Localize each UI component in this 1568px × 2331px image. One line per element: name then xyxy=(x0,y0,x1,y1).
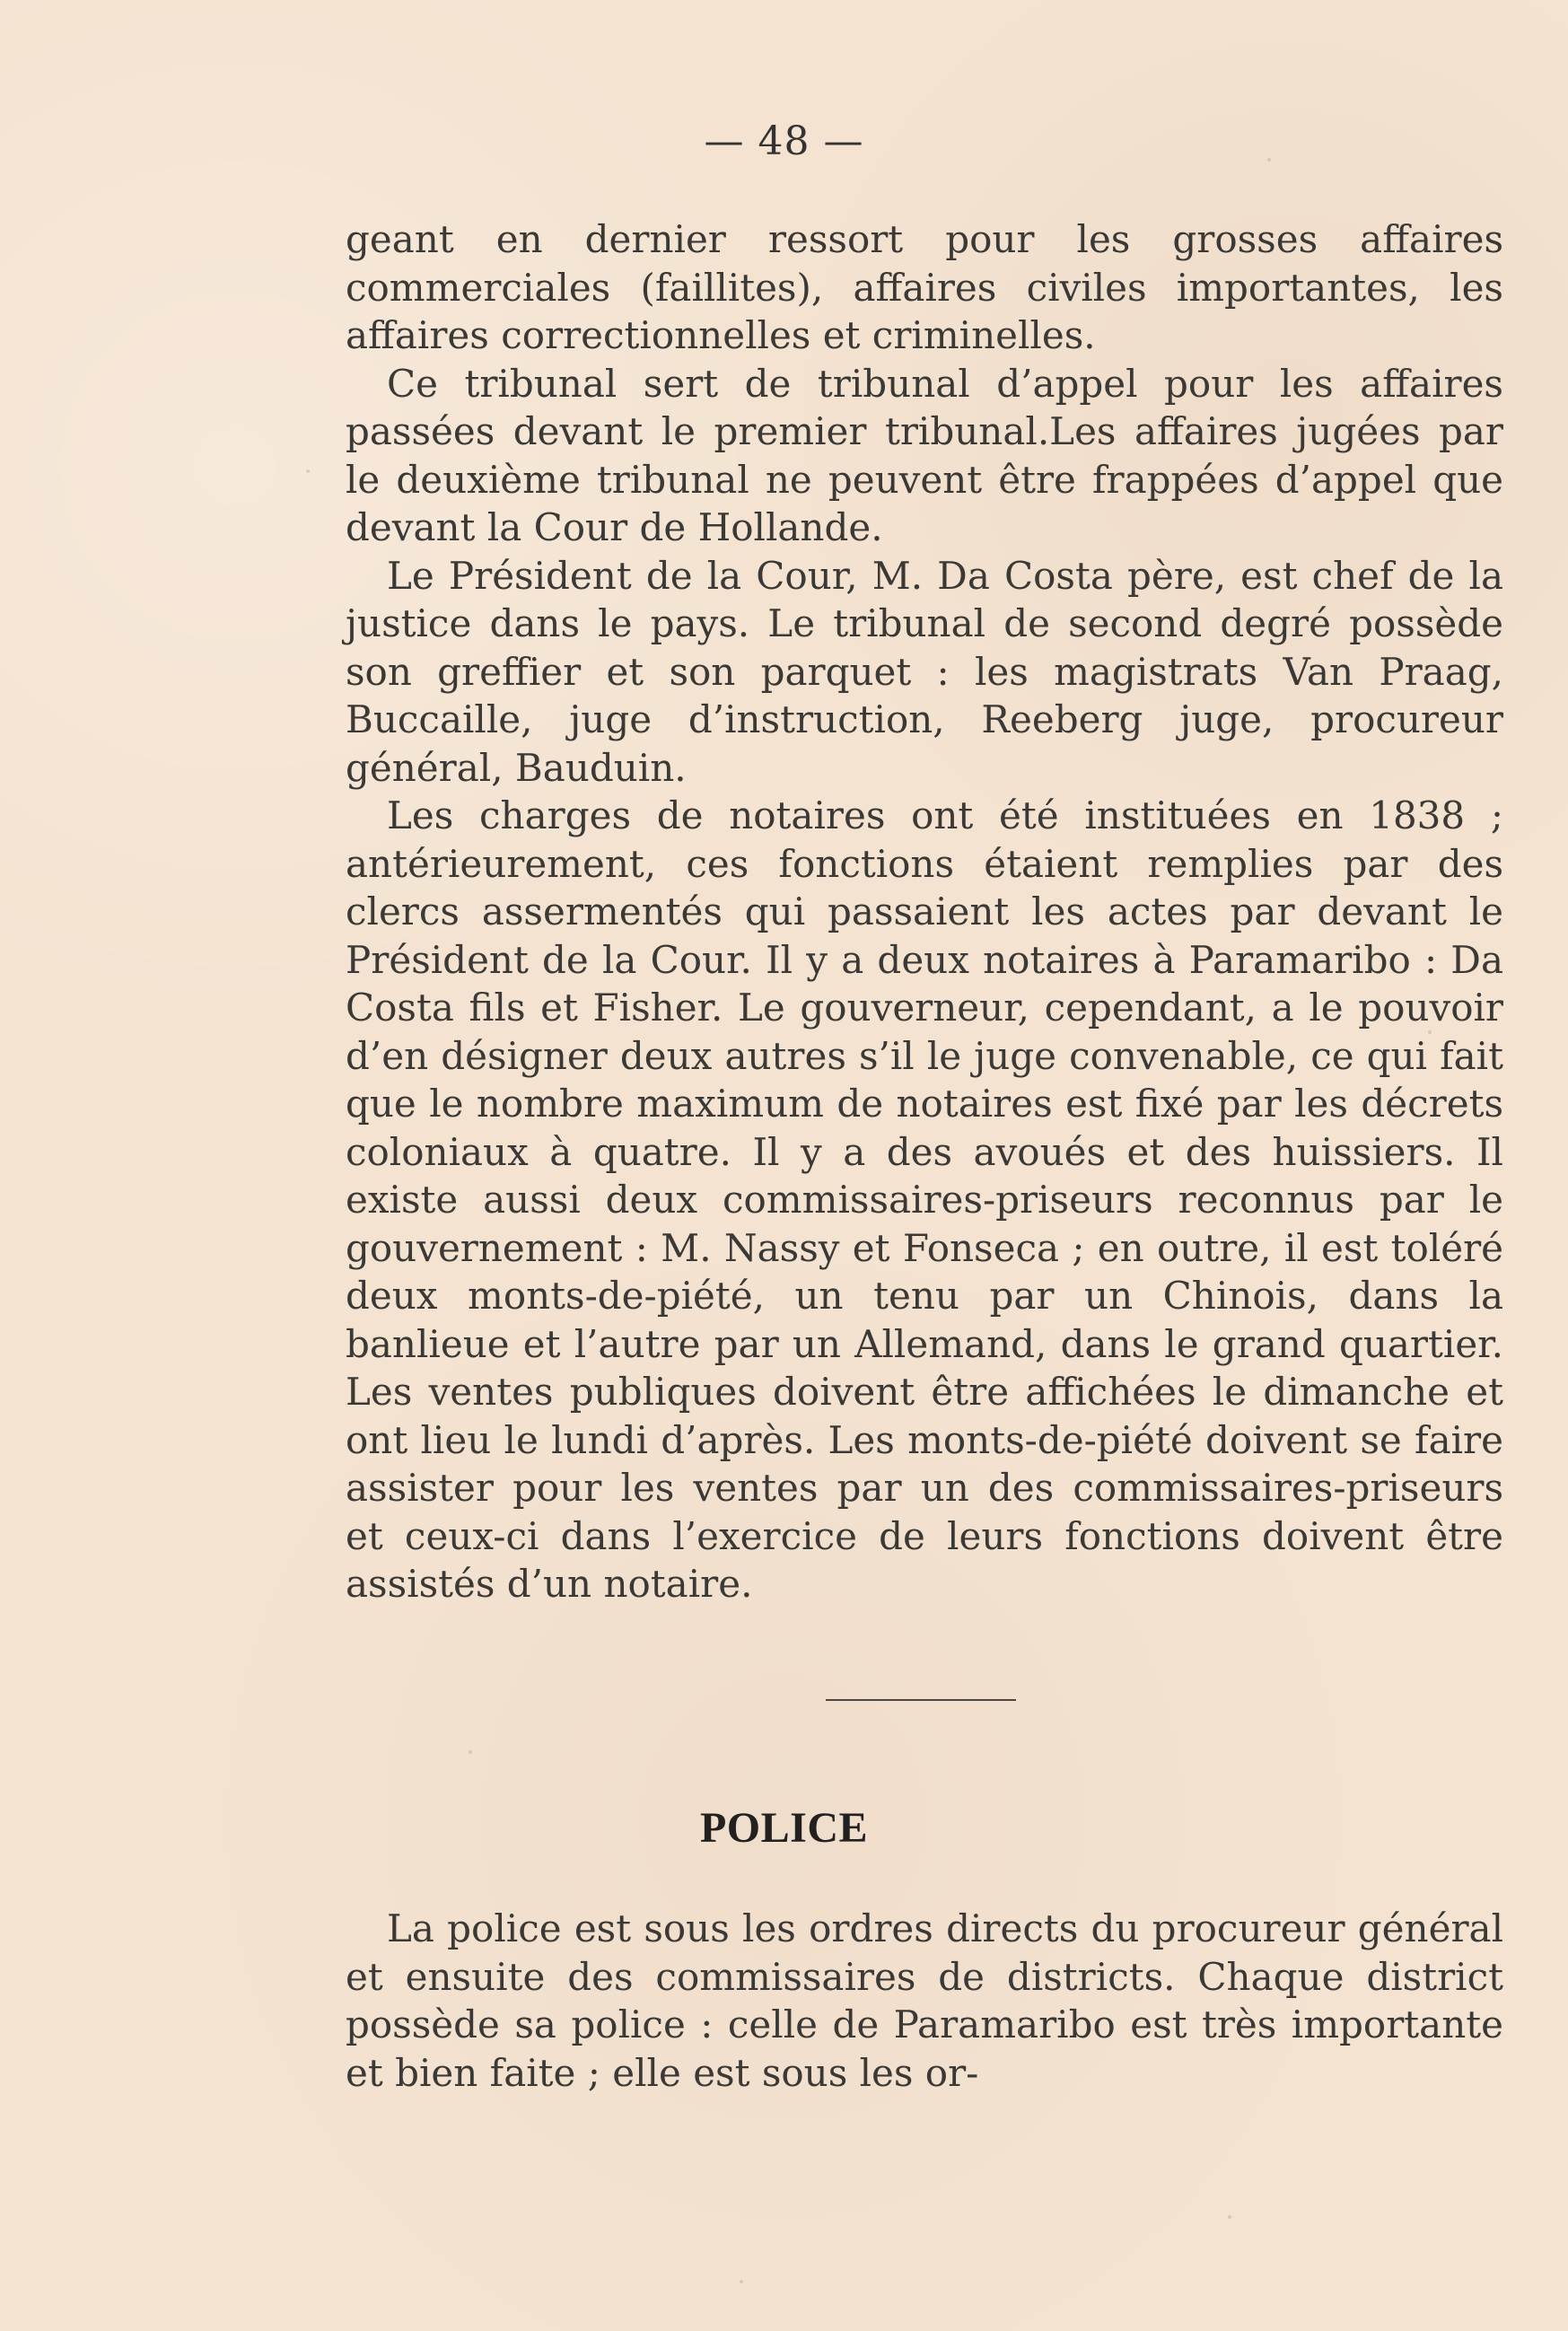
paragraph-notaries: Les charges de notaires ont été instituées en 1838 ; antérieurement, ces fonctions étaient remplies par des clercs assermentés qui passaient les actes par devant le Président de la Cour. Il y a deux notaires à Paramaribo : Da Costa fils et Fisher. Le gouverneur, cependant, a le pouvoir d’en désigner deux autres s’il le juge convenable, ce qui fait que le nombre maximum de notaires est fixé par les décrets coloniaux à quatre. Il y a des avoués et des huissiers. Il existe aussi deux commissaires-priseurs reconnus par le gouvernement : M. Nassy et Fonseca ; en outre, il est toléré deux monts-de-piété, un tenu par un Chinois, dans la banlieue et l’autre par un Allemand, dans le grand quartier. Les ventes publiques doivent être affichées le dimanche et ont lieu le lundi d’après. Les monts-de-piété doivent se faire assister pour les ventes par un des commissaires-priseurs et ceux-ci dans l’exercice de leurs fonctions doivent être assistés d’un notaire. xyxy=(346,793,1503,1606)
paper-speck xyxy=(1267,158,1271,162)
paper-speck xyxy=(740,2280,743,2283)
paper-speck xyxy=(1228,2215,1231,2219)
page-number: — 48 — xyxy=(704,118,864,164)
paper-speck xyxy=(469,1750,472,1754)
paragraph-appeal-tribunal: Ce tribunal sert de tribunal d’appel pour les affaires passées devant le premier tribunal.Les affaires jugées par le deuxième tribunal ne peuvent être frappées d’appel que devant la Cour de Hollande. xyxy=(346,361,1503,549)
paragraph-continuation: geant en dernier ressort pour les grosses affaires commerciales (faillites), affaires civiles importantes, les affaires correctionnelles et criminelles. xyxy=(346,217,1503,357)
police-text xyxy=(346,1905,1503,2097)
section-divider xyxy=(826,1699,1016,1701)
main-text xyxy=(346,215,1503,1608)
paragraph-court-president: Le Président de la Cour, M. Da Costa père, est chef de la justice dans le pays. Le tribunal de second degré possède son greffier et son parquet : les magistrats Van Praag, Buccaille, juge d’instruction, Reeberg juge, procureur général, Bauduin. xyxy=(346,553,1503,790)
paper-speck xyxy=(1428,1030,1432,1034)
paper-speck xyxy=(306,469,310,473)
section-title: POLICE xyxy=(699,1804,869,1852)
paragraph-police: La police est sous les ordres directs du procureur général et ensuite des commissaires de districts. Chaque district possède sa police : celle de Paramaribo est très importante et bien faite ; elle est sous les or- xyxy=(346,1906,1503,2095)
